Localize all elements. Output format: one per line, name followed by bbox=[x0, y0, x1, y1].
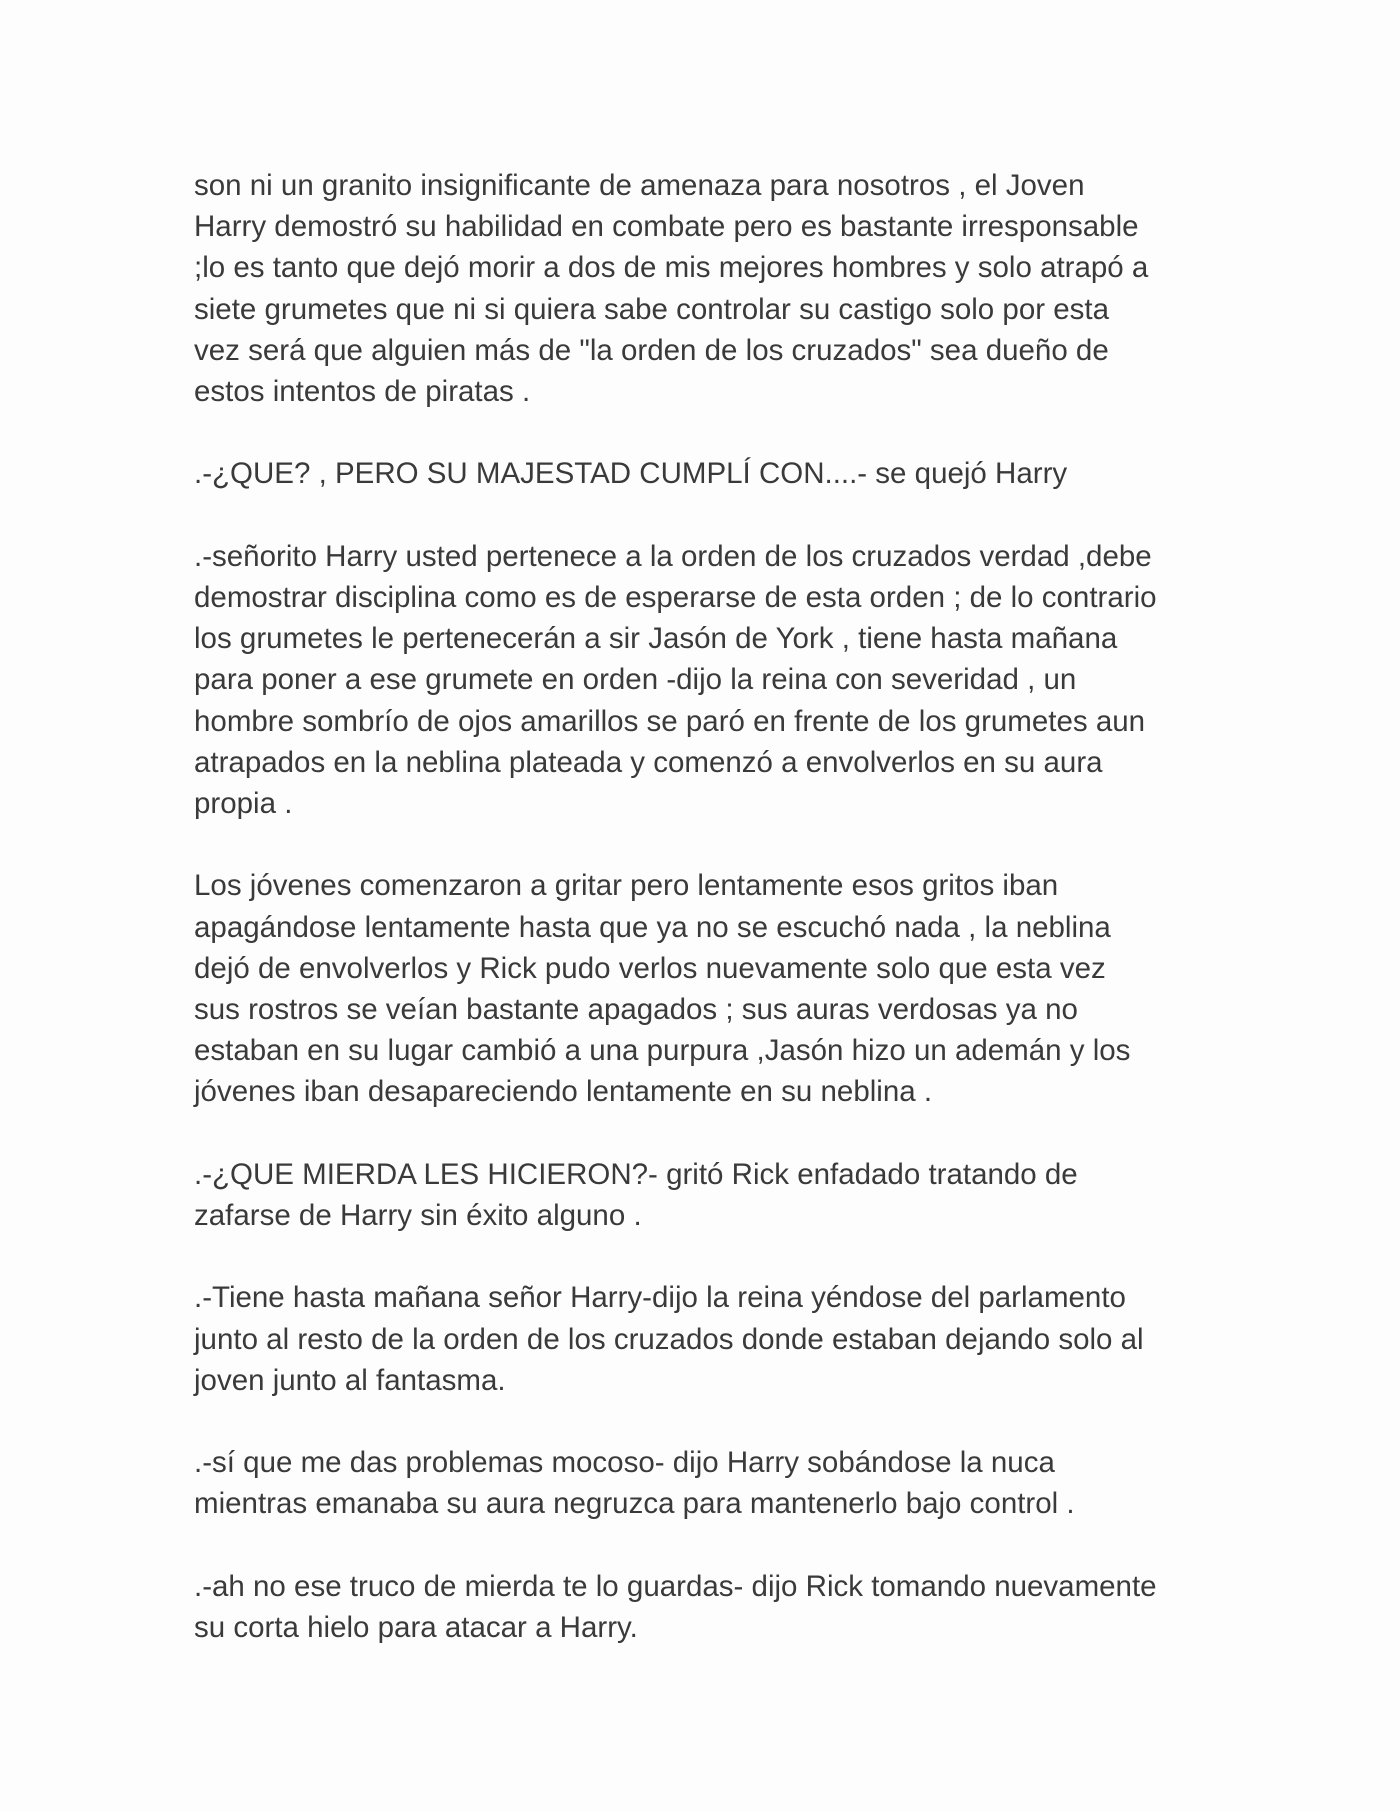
text-line: dejó de envolverlos y Rick pudo verlos nuevamente solo que esta vez bbox=[194, 951, 1106, 985]
paragraph bbox=[194, 536, 1214, 824]
text-line: atrapados en la neblina plateada y comenzó a envolverlos en su aura bbox=[194, 745, 1103, 779]
text-line: estos intentos de piratas . bbox=[194, 375, 531, 409]
text-line: siete grumetes que ni si quiera sabe controlar su castigo solo por esta bbox=[194, 292, 1110, 326]
paragraph bbox=[194, 1277, 1214, 1401]
text-line: sus rostros se veían bastante apagados ; sus auras verdosas ya no bbox=[194, 993, 1078, 1027]
text-line: estaban en su lugar cambió a una purpura ,Jasón hizo un ademán y los bbox=[194, 1034, 1131, 1068]
text-line: propia . bbox=[194, 787, 293, 821]
text-line: demostrar disciplina como es de esperarse de esta orden ; de lo contrario bbox=[194, 581, 1157, 614]
text-line: los grumetes le pertenecerán a sir Jasón de York , tiene hasta mañana bbox=[194, 622, 1118, 656]
text-line: para poner a ese grumete en orden -dijo la reina con severidad , un bbox=[194, 663, 1077, 697]
text-line: jóvenes iban desapareciendo lentamente en su neblina . bbox=[194, 1075, 933, 1109]
text-line: .-señorito Harry usted pertenece a la orden de los cruzados verdad ,debe bbox=[194, 539, 1152, 573]
text-line: joven junto al fantasma. bbox=[194, 1363, 506, 1397]
text-line: .-¿QUE? , PERO SU MAJESTAD CUMPLÍ CON....- se quejó Harry bbox=[194, 457, 1068, 491]
text-line: apagándose lentamente hasta que ya no se escuchó nada , la neblina bbox=[194, 910, 1111, 944]
body-text bbox=[194, 165, 1214, 1689]
paragraph bbox=[194, 1566, 1214, 1648]
text-line: Los jóvenes comenzaron a gritar pero lentamente esos gritos iban bbox=[194, 869, 1059, 903]
text-line: son ni un granito insignificante de amenaza para nosotros , el Joven bbox=[194, 169, 1085, 202]
paragraph bbox=[194, 165, 1214, 412]
text-line: Harry demostró su habilidad en combate pero es bastante irresponsable bbox=[194, 210, 1139, 244]
text-line: .-ah no ese truco de mierda te lo guardas- dijo Rick tomando nuevamente bbox=[194, 1569, 1157, 1603]
text-line: mientras emanaba su aura negruzca para mantenerlo bajo control . bbox=[194, 1487, 1075, 1521]
text-line: .-Tiene hasta mañana señor Harry-dijo la reina yéndose del parlamento bbox=[194, 1281, 1126, 1315]
paragraph bbox=[194, 453, 1214, 494]
text-line: junto al resto de la orden de los cruzados donde estaban dejando solo al bbox=[194, 1322, 1144, 1356]
paragraph bbox=[194, 1154, 1214, 1236]
paragraph bbox=[194, 1442, 1214, 1524]
text-line: hombre sombrío de ojos amarillos se paró en frente de los grumetes aun bbox=[194, 704, 1146, 738]
text-line: su corta hielo para atacar a Harry. bbox=[194, 1611, 638, 1644]
text-line: .-sí que me das problemas mocoso- dijo Harry sobándose la nuca bbox=[194, 1446, 1055, 1480]
text-line: ;lo es tanto que dejó morir a dos de mis mejores hombres y solo atrapó a bbox=[194, 251, 1149, 285]
paragraph bbox=[194, 865, 1214, 1112]
text-line: .-¿QUE MIERDA LES HICIERON?- gritó Rick enfadado tratando de bbox=[194, 1157, 1078, 1191]
text-line: vez será que alguien más de "la orden de los cruzados" sea dueño de bbox=[194, 333, 1109, 367]
text-line: zafarse de Harry sin éxito alguno . bbox=[194, 1199, 642, 1233]
